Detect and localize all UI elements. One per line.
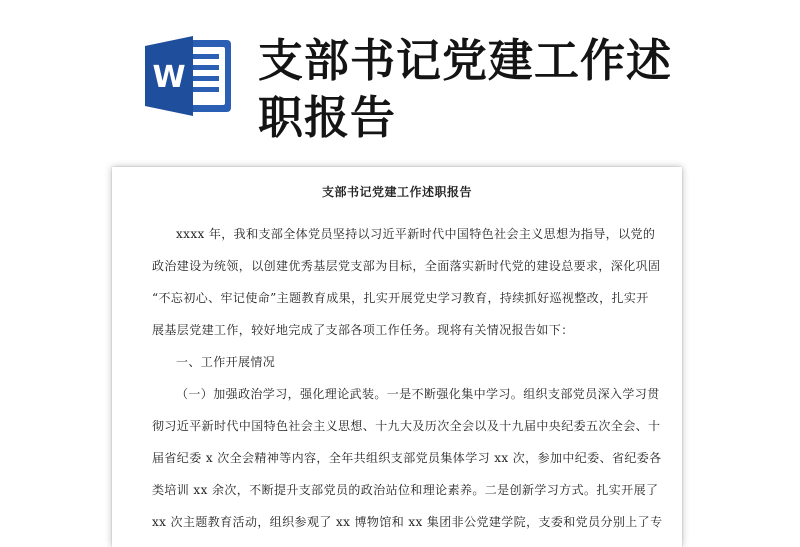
paragraph-line: 展基层党建工作，较好地完成了支部各项工作任务。现将有关情况报告如下：: [152, 323, 574, 337]
paragraph-line: 届省纪委 x 次全会精神等内容，全年共组织支部党员集体学习 xx 次，参加中纪委、省纪委各: [152, 451, 662, 465]
paragraph-intro: [152, 218, 661, 346]
document-title-line-1: 支部书记党建工作述: [258, 34, 673, 87]
word-icon-letter: W: [152, 60, 186, 95]
paragraph-line: 政治建设为统领，以创建优秀基层党支部为目标，全面落实新时代党的建设总要求，深化巩固: [152, 259, 661, 273]
paragraph-line: 彻习近平新时代中国特色社会主义思想、十九大及历次全会以及十九届中央纪委五次全会、十: [152, 419, 661, 433]
paragraph-line: （一）加强政治学习，强化理论武装。一是不断强化集中学习。组织支部党员深入学习贯: [176, 387, 660, 401]
paragraph-line: xx 次主题教育活动，组织参观了 xx 博物馆和 xx 集团非公党建学院，支委和党员分别上了专: [152, 515, 663, 529]
document-title: [258, 32, 778, 146]
microsoft-word-icon: [143, 34, 235, 118]
paragraph-line: xxxx 年，我和支部全体党员坚持以习近平新时代中国特色社会主义思想为指导，以党的: [176, 227, 656, 241]
section-heading-text: 一、工作开展情况: [176, 355, 276, 369]
paragraph-line: “不忘初心、牢记使命”主题教育成果，扎实开展党史学习教育，持续抓好巡视整改，扎实开: [152, 291, 649, 305]
page-heading: 支部书记党建工作述职报告: [321, 185, 472, 199]
paragraph-political-study: [152, 378, 663, 538]
document-title-line-2: 职报告: [258, 91, 397, 144]
paragraph-line: 类培训 xx 余次，不断提升支部党员的政治站位和理论素养。二是创新学习方式。扎实开展了: [152, 483, 659, 497]
document-page-content: [112, 167, 682, 538]
document-page-preview: [112, 167, 682, 547]
section-heading: [152, 346, 642, 378]
